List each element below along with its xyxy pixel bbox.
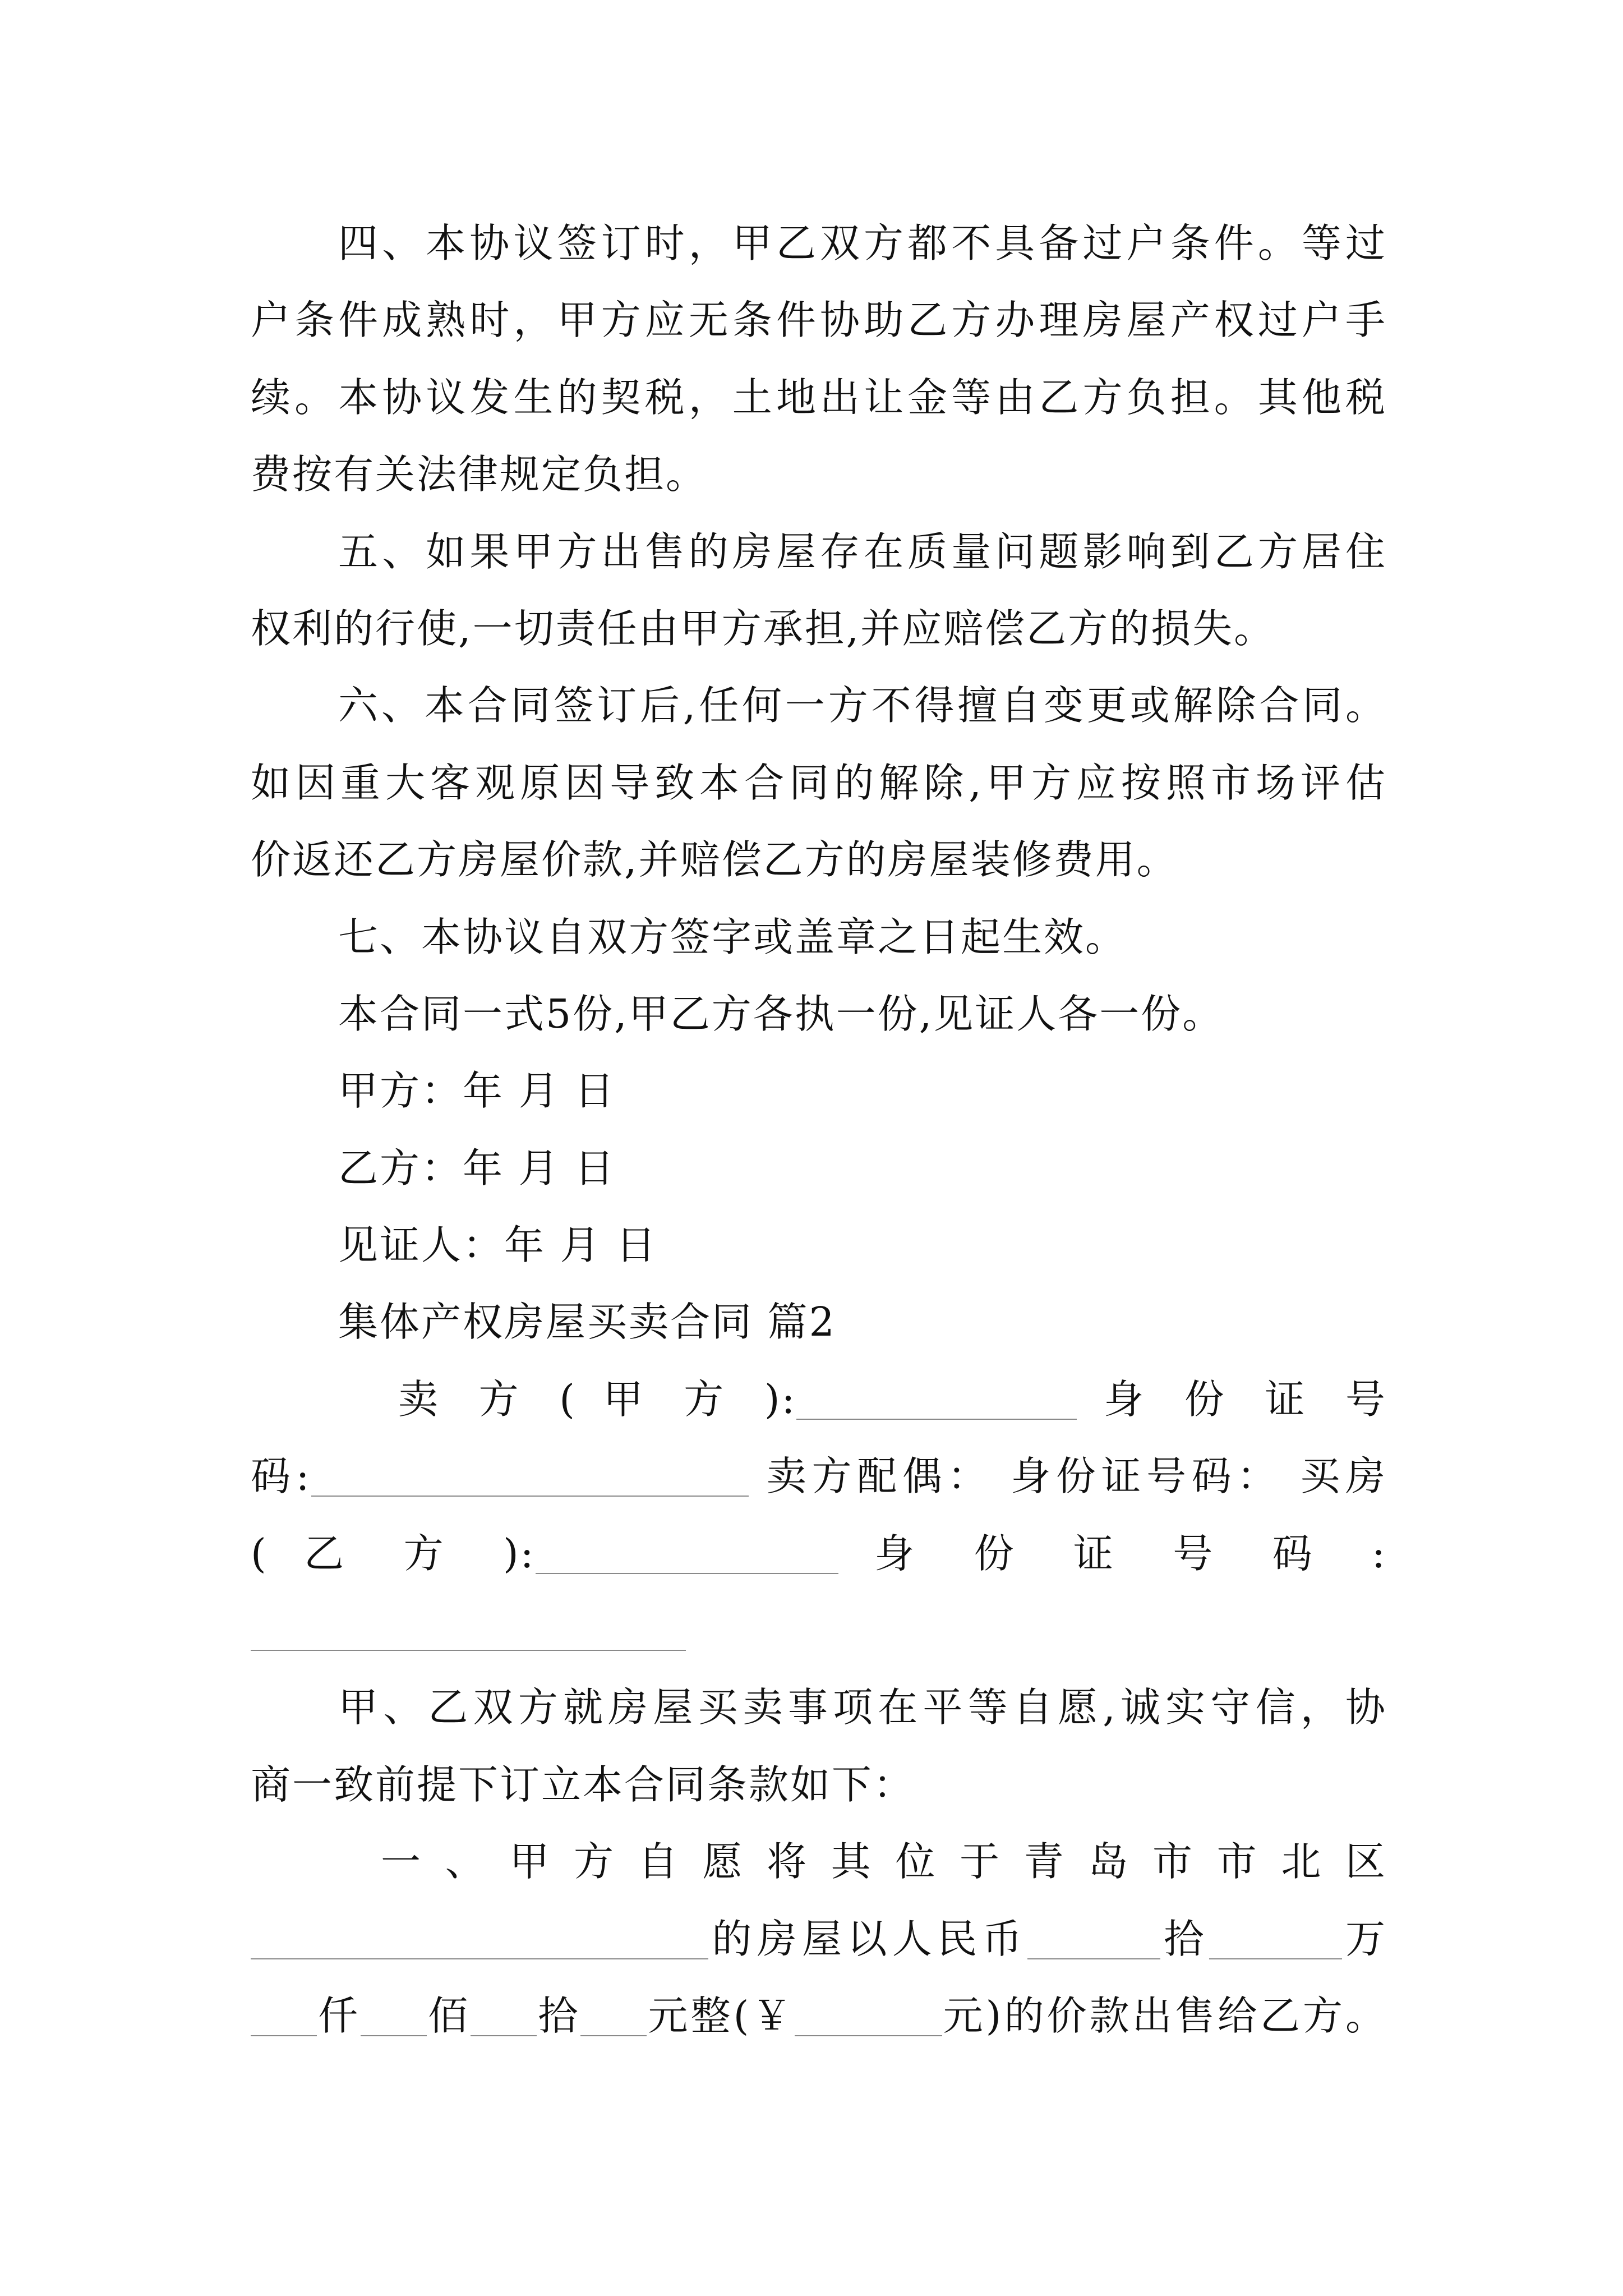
property-text: 的房屋以人民币 <box>708 1915 1027 1962</box>
clause-6-line-3: 价返还乙方房屋价款,并赔偿乙方的房屋装修费用。 <box>251 836 1178 884</box>
buyer-id-line <box>251 1592 1387 1669</box>
signature-party-b-label: 乙方： <box>338 1144 463 1191</box>
signature-witness <box>251 1207 1387 1283</box>
buyer-label-start: 买房 <box>1300 1453 1387 1500</box>
seller-spouse-id-label: 身份证号码： <box>1011 1453 1283 1500</box>
seller-line <box>251 1361 1387 1438</box>
article-1-line-3 <box>251 1977 1387 2054</box>
unit-qian: 仟 <box>317 1992 361 2039</box>
signature-party-a-date: 年 月 日 <box>463 1068 616 1115</box>
buyer-line <box>251 1515 1387 1592</box>
clause-5-line-1: 五、如果甲方出售的房屋存在质量问题影响到乙方居住 <box>338 528 1387 575</box>
seller-id-label: 身 份 证 号 <box>1104 1375 1387 1423</box>
price-shi-wan-field[interactable] <box>1027 1958 1160 1959</box>
document-body <box>251 205 1387 2054</box>
seller-spouse-label: 卖方配偶： <box>766 1453 993 1500</box>
section-title: 集体产权房屋买卖合同 篇2 <box>338 1299 836 1346</box>
unit-wan: 万 <box>1341 1915 1387 1962</box>
signature-party-a <box>251 1052 1387 1129</box>
signature-witness-date: 年 月 日 <box>504 1222 658 1269</box>
signature-party-b-date: 年 月 日 <box>463 1144 616 1191</box>
clause-7: 七、本协议自双方签字或盖章之日起生效。 <box>338 913 1127 960</box>
seller-label: 卖 方 ( 甲 方 ): <box>398 1375 797 1423</box>
clause-4-line-1: 四、本协议签订时，甲乙双方都不具备过户条件。等过 <box>338 220 1387 266</box>
signature-party-a-label: 甲方： <box>338 1068 463 1115</box>
price-bai-field[interactable] <box>361 2035 427 2036</box>
price-qian-field[interactable] <box>251 2035 317 2036</box>
buyer-id-label: 身 份 证 号 码 : <box>874 1530 1387 1577</box>
price-yuan-field[interactable] <box>580 2035 647 2036</box>
clause-4-line-2: 户条件成熟时，甲方应无条件协助乙方办理房屋产权过户手 <box>251 297 1387 344</box>
unit-bai: 佰 <box>427 1992 471 2039</box>
buyer-id-field[interactable] <box>251 1650 686 1651</box>
clause-6-line-2: 如因重大客观原因导致本合同的解除,甲方应按照市场评估 <box>251 759 1387 806</box>
preamble-line-2: 商一致前提下订立本合同条款如下： <box>251 1761 915 1808</box>
unit-yuan-zheng: 元整(￥ <box>647 1992 795 2039</box>
clause-5-line-2: 权利的行使,一切责任由甲方承担,并应赔偿乙方的损失。 <box>251 605 1276 652</box>
buyer-name-field[interactable] <box>536 1573 838 1574</box>
copies-note: 本合同一式5份,甲乙方各执一份,见证人各一份。 <box>338 990 1224 1037</box>
clause-4-line-4: 费按有关法律规定负担。 <box>251 451 708 498</box>
article-1-line-1: 一 、 甲 方 自 愿 将 其 位 于 青 岛 市 市 北 区 <box>381 1838 1387 1885</box>
buyer-label: ( 乙 方 ): <box>251 1530 536 1577</box>
unit-shi-1: 拾 <box>1160 1915 1209 1962</box>
clause-6-line-1: 六、本合同签订后,任何一方不得擅自变更或解除合同。 <box>338 682 1387 729</box>
article-1-tail: 元)的价款出售给乙方。 <box>942 1992 1387 2039</box>
property-location-field[interactable] <box>251 1958 708 1959</box>
seller-id-field[interactable] <box>311 1496 749 1497</box>
price-shi-field[interactable] <box>471 2035 537 2036</box>
seller-id-label-cont: 码: <box>251 1453 311 1500</box>
price-numeric-field[interactable] <box>795 2035 942 2036</box>
signature-witness-label: 见证人： <box>338 1222 505 1269</box>
price-wan-field[interactable] <box>1209 1958 1342 1959</box>
article-1-line-2 <box>251 1901 1387 1977</box>
seller-id-line <box>251 1438 1387 1515</box>
preamble-line-1: 甲、乙双方就房屋买卖事项在平等自愿,诚实守信，协 <box>338 1684 1387 1731</box>
seller-name-field[interactable] <box>796 1419 1077 1420</box>
clause-4-line-3: 续。本协议发生的契税，土地出让金等由乙方负担。其他税 <box>251 374 1387 421</box>
unit-shi-2: 拾 <box>537 1992 581 2039</box>
signature-party-b <box>251 1130 1387 1207</box>
